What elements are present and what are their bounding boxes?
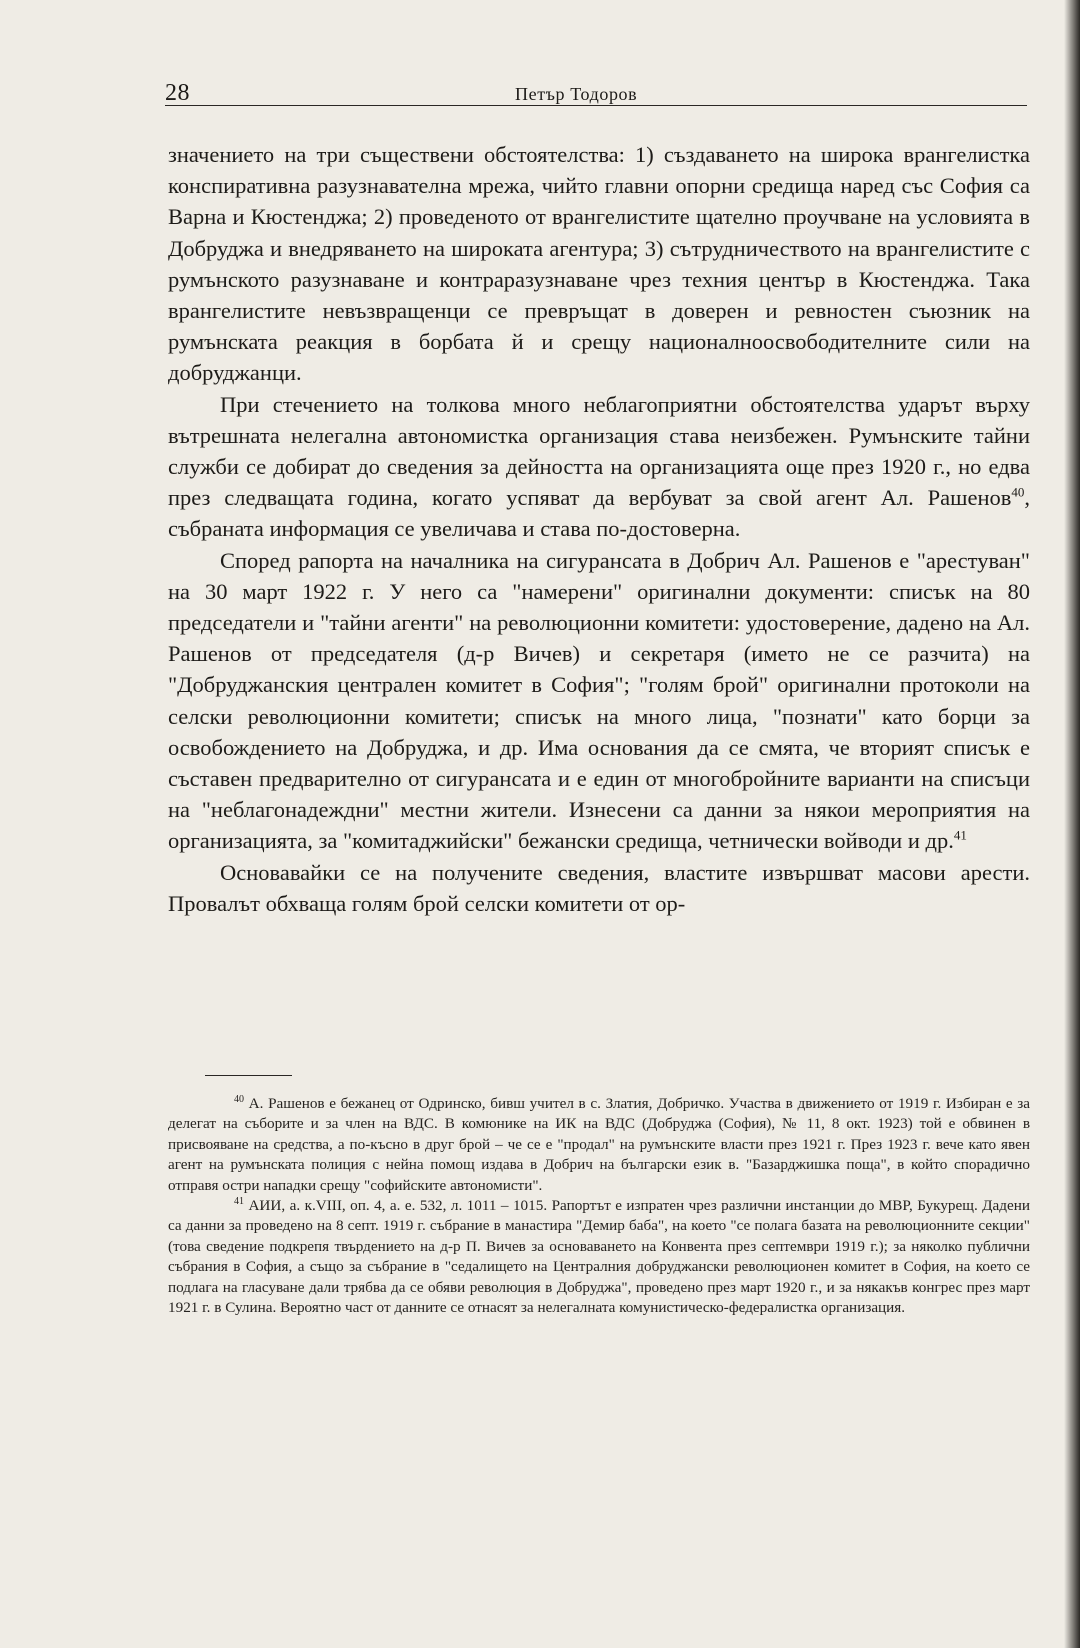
paragraph-3 xyxy=(168,545,1030,857)
footnotes xyxy=(168,1094,1030,1318)
footnote-text: АИИ, а. к.VIII, оп. 4, а. е. 532, л. 1011 – 1015. Рапортът е изпратен чрез различни инстанции до МВР, Букурещ. Дадени са данни за проведено на 8 септ. 1919 г. събрание в манастира "Демир баба", на което "се полага базата на революционните секции" (това сведение подкрепя твърдението на д-р П. Вичев за основаването на Конвента през септември 1919 г.); за няколко публични събрания в София, а също за събрание в "седалището на Централния добруджански революционен комитет в София, на което се подлага на гласуване дали трябва да се обяви революция в Добруджа", проведено през март 1920 г., и за някакъв конгрес през март 1921 г. в Сулина. Вероятно част от данните се отнасят за нелегалната комунистическо-федералистка организация. xyxy=(168,1197,1030,1317)
running-head: Петър Тодоров xyxy=(515,84,638,104)
footnote-mark: 41 xyxy=(234,1195,244,1207)
header-rule xyxy=(165,105,1027,106)
paragraph-2-text: При стечението на толкова много неблагоприятни обстоятелства ударът върху вътрешната нелегална автономистка организация става неизбежен. Румънските тайни служби се добират до сведения за дейността на организацията още през 1920 г., но едва през следващата година, когато успяват да вербуват за свой агент Ал. Рашенов xyxy=(168,391,1030,511)
note-reference-41[interactable]: 41 xyxy=(953,827,967,843)
footnote-40 xyxy=(168,1094,1030,1196)
page-header xyxy=(165,78,1027,108)
paragraph-1: значението на три съществени обстоятелства: 1) създаването на широка врангелистка конспиративна разузнавателна мрежа, чийто главни опорни средища наред със София са Варна и Кюстенджа; 2) проведеното от врангелистите щателно проучване на условията в Добруджа и внедряването на широката агентура; 3) сътрудничеството на врангелистите с румънското разузнаване и контраразузнаване чрез техния център в Кюстенджа. Така врангелистите невъзвращенци се превръщат в доверен и ревностен съюзник на румънската реакция в борбата й и срещу националноосвободителните сили на добруджанци. xyxy=(168,142,1030,386)
footnote-rule xyxy=(205,1075,292,1076)
page-binding-edge xyxy=(1064,0,1080,1648)
page-number: 28 xyxy=(165,80,190,106)
note-reference-40[interactable]: 40 xyxy=(1011,484,1025,500)
paragraph-3-text: Според рапорта на началника на сигурансата в Добрич Ал. Рашенов е "арестуван" на 30 март 1922 г. У него са "намерени" оригинални документи: списък на 80 председатели и "тайни агенти" на революционни комитети: удостоверение, дадено на Ал. Рашенов от председателя (д-р Вичев) и секретаря (името не се разчита) на "Добруджанския централен комитет в София"; "голям брой" оригинални протоколи на селски революционни комитети; списък на много лица, "познати" като борци за освобождението на Добруджа, и др. Има основания да се смята, че вторият списък е съставен предварително от сигурансата и е един от многобройните варианти на списъци на "неблагонадеждни" местни жители. Изнесени са данни за някои мероприятия на организацията, за "комитаджийски" бежански средища, четнически войводи и др. xyxy=(168,547,1030,854)
footnote-41 xyxy=(168,1196,1030,1318)
footnote-text: А. Рашенов е бежанец от Одринско, бивш учител в с. Златия, Добричко. Участва в движението от 1919 г. Избиран е за делегат на съборите и за член на ВДС. В комюнике на ИК на ВДС (Добруджа (София), № 11, 8 окт. 1923) той е обвинен в присвояване на средства, а по-късно в друг брой – че се е "продал" на румънските власти през 1921 г. През 1923 г. вече като явен агент на румънската полиция с нейна помощ издава в Добрич на български език в. "Базарджишка поща", в който спорадично отправя остри нападки срещу "софийските автономисти". xyxy=(168,1095,1030,1194)
paragraph-2 xyxy=(168,389,1030,545)
footnote-mark: 40 xyxy=(234,1093,244,1105)
main-text xyxy=(168,139,1030,919)
paragraph-4: Основавайки се на получените сведения, властите извършват масови арести. Провалът обхваща голям брой селски комитети от ор- xyxy=(168,859,1030,916)
paragraph-2-text-end: , събраната информация се увеличава и става по-достоверна. xyxy=(168,485,1030,542)
